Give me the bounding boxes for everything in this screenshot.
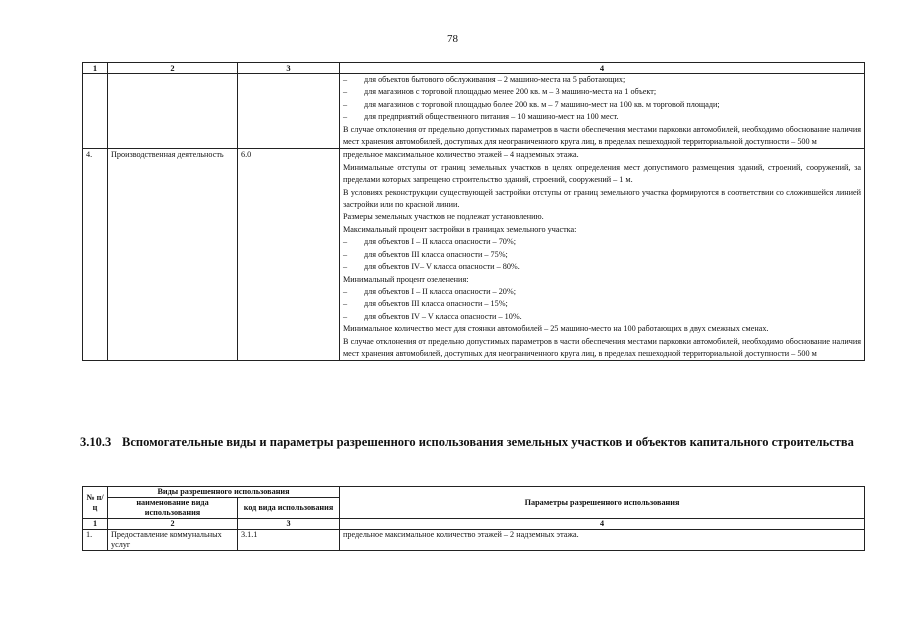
main-table — [82, 62, 865, 361]
use-type-name: Предоставление коммунальных услуг — [108, 530, 238, 551]
header-cell: 2 — [108, 63, 238, 74]
column-number-row — [83, 519, 865, 530]
parameters-cell — [340, 149, 865, 361]
table-row — [83, 74, 865, 149]
list-item: – для магазинов с торговой площадью более 200 кв. м – 7 машино-мест на 100 кв. м торговой площади; — [343, 99, 861, 111]
column-number: 4 — [340, 519, 865, 530]
header-cell: 4 — [340, 63, 865, 74]
list-item: – для магазинов с торговой площадью менее 200 кв. м – 3 машино-места на 1 объект; — [343, 86, 861, 98]
row-number: 4. — [83, 149, 108, 361]
header-cell: 3 — [238, 63, 340, 74]
table-row — [83, 149, 865, 361]
list-item: – для объектов III класса опасности – 15%; — [343, 298, 861, 310]
section-title: Вспомогательные виды и параметры разрешенного использования земельных участков и объектов капитального строительства — [122, 435, 854, 449]
list-item: – для объектов I – II класса опасности – 70%; — [343, 236, 861, 248]
parameters-cell — [340, 74, 865, 149]
table-header-row — [83, 63, 865, 74]
page-number: 78 — [447, 33, 458, 45]
paragraph: В условиях реконструкции существующей застройки отступы от границ земельного участка формируются в соответствии со сложившейся линией застройки или по красной линии. — [343, 187, 861, 210]
paragraph: В случае отклонения от предельно допустимых параметров в части обеспечения местами парковки автомобилей, необходимо обоснование наличия мест хранения автомобилей, доступных для неограниченного круга лиц, в пределах пешеходной территориальной доступности – 500 м — [343, 124, 861, 147]
header-cell-name: наименование вида использования — [108, 498, 238, 519]
section-number: 3.10.3 — [80, 435, 112, 449]
list-item: – для объектов бытового обслуживания – 2 машино-места на 5 работающих; — [343, 74, 861, 86]
paragraph: Максимальный процент застройки в границах земельного участка: — [343, 224, 577, 234]
header-cell-number: № п/ц — [83, 487, 108, 519]
header-cell-params: Параметры разрешенного использования — [340, 487, 865, 519]
table-header-row — [83, 487, 865, 498]
use-type-name: Производственная деятельность — [108, 149, 238, 361]
row-number: 1. — [83, 530, 108, 551]
list-item: – для объектов III класса опасности – 75%; — [343, 249, 861, 261]
parameters-cell: предельное максимальное количество этажей – 2 надземных этажа. — [340, 530, 865, 551]
list-item: – для предприятий общественного питания – 10 машино-мест на 100 мест. — [343, 111, 861, 123]
paragraph: Размеры земельных участков не подлежат установлению. — [343, 212, 544, 222]
auxiliary-uses-table — [82, 486, 865, 551]
header-cell-group: Виды разрешенного использования — [108, 487, 340, 498]
use-type-code: 6.0 — [238, 149, 340, 361]
paragraph: Минимальное количество мест для стоянки автомобилей – 25 машино-место на 100 работающих в двух смежных сменах. — [343, 324, 769, 334]
column-number: 2 — [108, 519, 238, 530]
list-item: – для объектов IV– V класса опасности – 80%. — [343, 261, 861, 273]
column-number: 3 — [238, 519, 340, 530]
list-item: – для объектов IV – V класса опасности – 10%. — [343, 311, 861, 323]
section-heading — [80, 434, 860, 450]
column-number: 1 — [83, 519, 108, 530]
paragraph: Минимальный процент озеленения: — [343, 274, 469, 284]
table-row — [83, 530, 865, 551]
list-item: – для объектов I – II класса опасности – 20%; — [343, 286, 861, 298]
header-cell-code: код вида использования — [238, 498, 340, 519]
header-cell: 1 — [83, 63, 108, 74]
use-type-code: 3.1.1 — [238, 530, 340, 551]
paragraph: предельное максимальное количество этажей – 4 надземных этажа. — [343, 150, 579, 160]
paragraph: Минимальные отступы от границ земельных участков в целях определения мест допустимого размещения зданий, строений, сооружений, за пределами которых запрещено строительство зданий, строений, сооружений – 1 м. — [343, 162, 861, 185]
paragraph: В случае отклонения от предельно допустимых параметров в части обеспечения местами парковки автомобилей, необходимо обоснование наличия мест хранения автомобилей, доступных для неограниченного круга лиц, в пределах пешеходной территориальной доступности – 500 м — [343, 336, 861, 358]
